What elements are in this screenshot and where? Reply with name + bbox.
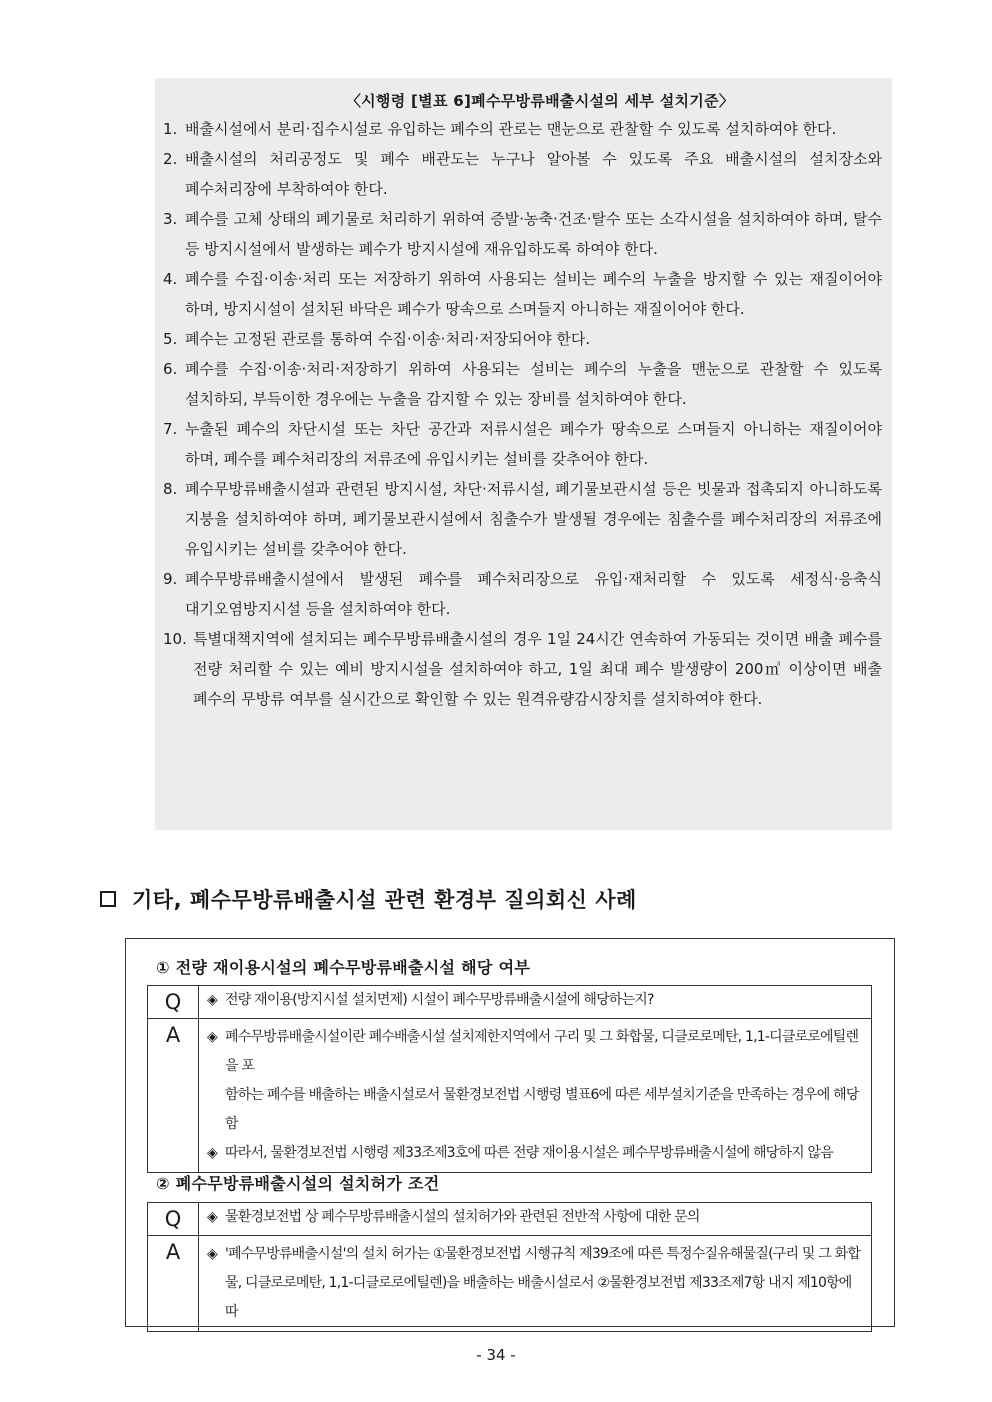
q-label: Q [148, 1203, 199, 1236]
answer-text: '폐수무방류배출시설'의 설치 허가는 ①물환경보전법 시행규칙 제39조에 따른 특정수질유해물질(구리 및 그 화합 [225, 1246, 861, 1262]
answer-row [148, 1236, 872, 1332]
criteria-item-number: 8. [163, 480, 178, 498]
criteria-box-title: 〈시행령 [별표 6]폐수무방류배출시설의 세부 설치기준〉 [345, 92, 735, 110]
criteria-item-number: 3. [163, 210, 178, 228]
a-label: A [148, 1236, 199, 1332]
criteria-list [163, 114, 882, 714]
case-title: ② 폐수무방류배출시설의 설치허가 조건 [156, 1174, 440, 1193]
answer-text-continued: 함하는 폐수를 배출하는 배출시설로서 물환경보전법 시행령 별표6에 따른 세부설치기준을 만족하는 경우에 해당함 [225, 1087, 859, 1132]
criteria-item-number: 2. [163, 150, 178, 168]
criteria-item-text: 폐수를 고체 상태의 폐기물로 처리하기 위하여 증발·농축·건조·탈수 또는 소각시설을 설치하여야 하며, 탈수 등 방지시설에서 발생하는 폐수가 방지시설에 재유입하도록 하여야 한다. [185, 210, 882, 258]
criteria-item [163, 564, 882, 624]
criteria-item [163, 624, 882, 714]
criteria-item [163, 414, 882, 474]
q-label: Q [148, 986, 199, 1019]
criteria-item-number: 9. [163, 570, 178, 588]
criteria-item-text: 폐수를 수집·이송·처리 또는 저장하기 위하여 사용되는 설비는 폐수의 누출을 방지할 수 있는 재질이어야 하며, 방지시설이 설치된 바닥은 폐수가 땅속으로 스며들지 아니하는 재질이어야 한다. [185, 270, 882, 318]
criteria-item-text: 폐수무방류배출시설에서 발생된 폐수를 폐수처리장으로 유입·재처리할 수 있도록 세정식·응축식 대기오염방지시설 등을 설치하여야 한다. [185, 570, 882, 618]
criteria-item-text: 배출시설에서 분리·집수시설로 유입하는 폐수의 관로는 맨눈으로 관찰할 수 있도록 설치하여야 한다. [185, 120, 837, 138]
a-label: A [148, 1019, 199, 1173]
criteria-item [163, 324, 882, 354]
criteria-item-text: 배출시설의 처리공정도 및 폐수 배관도는 누구나 알아볼 수 있도록 주요 배출시설의 설치장소와 폐수처리장에 부착하여야 한다. [185, 150, 883, 198]
criteria-box [155, 78, 892, 830]
criteria-item [163, 264, 882, 324]
criteria-item-number: 10. [163, 630, 187, 648]
criteria-item [163, 204, 882, 264]
answer-text: 따라서, 물환경보전법 시행령 제33조제3호에 따른 전량 재이용시설은 폐수무방류배출시설에 해당하지 않음 [225, 1145, 833, 1161]
criteria-item-text: 특별대책지역에 설치되는 폐수무방류배출시설의 경우 1일 24시간 연속하여 가동되는 것이면 배출 폐수를 전량 처리할 수 있는 예비 방지시설을 설치하여야 하고, 1일 최대 폐수 발생량이 200㎥ 이상이면 배출 폐수의 무방류 여부를 실시간으로 확인할 수 있는 원격유량감시장치를 설치하여야 한다. [193, 630, 882, 708]
question-text: 전량 재이용(방지시설 설치면제) 시설이 폐수무방류배출시설에 해당하는지? [225, 992, 654, 1008]
diamond-bullet-icon: ◈ [207, 1029, 217, 1045]
criteria-item-number: 4. [163, 270, 178, 288]
question-text: 물환경보전법 상 폐수무방류배출시설의 설치허가와 관련된 전반적 사항에 대한 문의 [225, 1209, 700, 1225]
question-row [148, 1203, 872, 1236]
section-heading [100, 884, 637, 914]
page-number: - 34 - [476, 1346, 516, 1364]
question-cell [199, 986, 872, 1019]
answer-text-continued: 물, 디클로로메탄, 1,1-디클로로에틸렌)을 배출하는 배출시설로서 ②물환경보전법 제33조제7항 내지 제10항에 따 [225, 1275, 852, 1320]
qa-table [147, 1202, 872, 1332]
diamond-bullet-icon: ◈ [207, 1145, 217, 1161]
criteria-item-text: 폐수를 수집·이송·처리·저장하기 위하여 사용되는 설비는 폐수의 누출을 맨눈으로 관찰할 수 있도록 설치하되, 부득이한 경우에는 누출을 감지할 수 있는 장비를 설치하여야 한다. [185, 360, 882, 408]
criteria-item-number: 1. [163, 120, 178, 138]
case-title: ① 전량 재이용시설의 폐수무방류배출시설 해당 여부 [156, 958, 531, 977]
criteria-item-text: 누출된 폐수의 차단시설 또는 차단 공간과 저류시설은 폐수가 땅속으로 스며들지 아니하는 재질이어야 하며, 폐수를 폐수처리장의 저류조에 유입시키는 설비를 갖추어야 한다. [185, 420, 882, 468]
qa-frame [125, 938, 895, 1327]
criteria-item [163, 354, 882, 414]
diamond-bullet-icon: ◈ [207, 992, 217, 1008]
criteria-item-text: 폐수는 고정된 관로를 통하여 수집·이송·처리·저장되어야 한다. [185, 330, 591, 348]
section-heading-text: 기타, 폐수무방류배출시설 관련 환경부 질의회신 사례 [132, 888, 637, 912]
question-row [148, 986, 872, 1019]
answer-row [148, 1019, 872, 1173]
answer-cell [199, 1236, 872, 1332]
criteria-item-number: 7. [163, 420, 178, 438]
question-cell [199, 1203, 872, 1236]
criteria-item [163, 474, 882, 564]
checkbox-square-icon [100, 891, 116, 907]
answer-cell [199, 1019, 872, 1173]
qa-table [147, 985, 872, 1173]
criteria-item-text: 폐수무방류배출시설과 관련된 방지시설, 차단·저류시설, 폐기물보관시설 등은 빗물과 접촉되지 아니하도록 지붕을 설치하여야 하며, 폐기물보관시설에서 침출수가 발생될 경우에는 침출수를 폐수처리장의 저류조에 유입시키는 설비를 갖추어야 한다. [185, 480, 882, 558]
criteria-item [163, 144, 882, 204]
criteria-item-number: 5. [163, 330, 178, 348]
answer-text: 폐수무방류배출시설이란 폐수배출시설 설치제한지역에서 구리 및 그 화합물, 디클로로메탄, 1,1-디클로로에틸렌을 포 [225, 1029, 859, 1074]
diamond-bullet-icon: ◈ [207, 1246, 217, 1262]
criteria-item [163, 114, 882, 144]
criteria-item-number: 6. [163, 360, 178, 378]
diamond-bullet-icon: ◈ [207, 1209, 217, 1225]
